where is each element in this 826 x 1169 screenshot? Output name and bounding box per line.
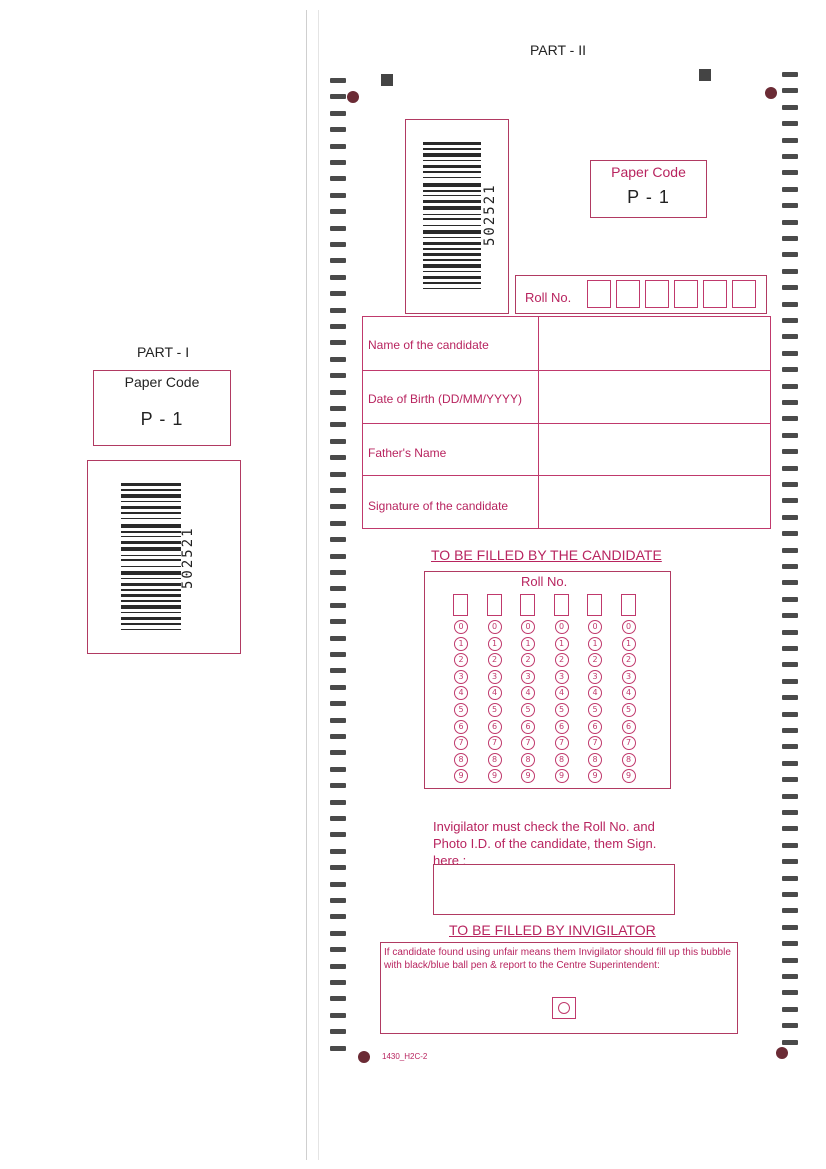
omr-digit-entry-box[interactable] [621, 594, 636, 616]
part2-barcode [423, 142, 481, 294]
timing-mark [330, 668, 346, 673]
timing-mark [782, 269, 798, 274]
omr-bubble[interactable]: 9 [488, 769, 502, 783]
barcode-bar [121, 518, 181, 519]
part2-paper-code-label: Paper Code [611, 164, 686, 180]
part2-paper-code-box [590, 160, 707, 218]
timing-mark [782, 466, 798, 471]
omr-bubble[interactable]: 1 [488, 637, 502, 651]
candidate-heading: TO BE FILLED BY THE CANDIDATE [431, 547, 662, 563]
timing-mark [330, 865, 346, 870]
part1-paper-code-label: Paper Code [124, 374, 200, 390]
barcode-bar [423, 282, 481, 284]
timing-mark [330, 340, 346, 345]
timing-mark [782, 416, 798, 421]
timing-mark [330, 111, 346, 116]
barcode-bar [121, 566, 181, 567]
timing-mark [782, 1023, 798, 1028]
timing-mark [782, 482, 798, 487]
barcode-bar [423, 190, 481, 192]
timing-mark [782, 351, 798, 356]
father-name-field[interactable] [538, 423, 771, 475]
omr-bubble[interactable]: 0 [555, 620, 569, 634]
timing-mark [330, 1013, 346, 1018]
omr-roll-label: Roll No. [521, 574, 568, 589]
barcode-bar [121, 512, 181, 514]
part2-title: PART - II [530, 42, 587, 58]
omr-bubble[interactable]: 4 [588, 686, 602, 700]
timing-mark [330, 144, 346, 149]
timing-mark [330, 324, 346, 329]
timing-mark [782, 105, 798, 110]
timing-mark [330, 521, 346, 526]
timing-mark [782, 138, 798, 143]
timing-mark [330, 570, 346, 575]
timing-mark [330, 586, 346, 591]
barcode-bar [121, 594, 181, 597]
timing-mark [330, 964, 346, 969]
timing-mark [330, 898, 346, 903]
omr-bubble[interactable]: 7 [488, 736, 502, 750]
omr-bubble[interactable]: 2 [555, 653, 569, 667]
omr-bubble[interactable]: 5 [622, 703, 636, 717]
timing-mark [782, 187, 798, 192]
timing-mark [330, 94, 346, 99]
unfair-means-bubble[interactable] [558, 1002, 570, 1014]
timing-mark [782, 728, 798, 733]
timing-mark [330, 1029, 346, 1034]
timing-mark [330, 554, 346, 559]
timing-mark [330, 537, 346, 542]
barcode-bar [121, 623, 181, 625]
timing-mark [330, 914, 346, 919]
timing-mark [782, 941, 798, 946]
timing-mark [330, 931, 346, 936]
omr-bubble[interactable]: 8 [488, 753, 502, 767]
barcode-bar [121, 489, 181, 491]
signature-label: Signature of the candidate [368, 499, 509, 513]
timing-mark [330, 652, 346, 657]
info-row-name [363, 317, 770, 371]
timing-mark [330, 734, 346, 739]
roll-no-label: Roll No. [525, 290, 572, 305]
omr-bubble[interactable]: 2 [488, 653, 502, 667]
timing-mark [782, 433, 798, 438]
omr-bubble[interactable]: 7 [454, 736, 468, 750]
barcode-bar [423, 153, 481, 157]
part1-barcode-box [87, 460, 241, 654]
timing-mark [330, 718, 346, 723]
unfair-means-note: If candidate found using unfair means them Invigilator should fill up this bubble with black/blue ball pen & report to the Centre Superintendent: [384, 947, 731, 971]
barcode-bar [423, 177, 481, 178]
timing-mark [330, 422, 346, 427]
candidate-info-table [362, 316, 771, 529]
invigilator-heading: TO BE FILLED BY INVIGILATOR [449, 922, 656, 938]
timing-mark [782, 777, 798, 782]
dob-label: Date of Birth (DD/MM/YYYY) [368, 392, 523, 406]
omr-bubble[interactable]: 2 [454, 653, 468, 667]
timing-mark [330, 783, 346, 788]
timing-mark [330, 603, 346, 608]
fold-line [306, 10, 307, 1160]
timing-mark [782, 548, 798, 553]
omr-bubble[interactable]: 8 [622, 753, 636, 767]
part1-paper-code-box [93, 370, 231, 446]
timing-mark [330, 488, 346, 493]
barcode-bar [121, 555, 181, 556]
omr-bubble[interactable]: 4 [454, 686, 468, 700]
timing-mark [782, 712, 798, 717]
barcode-bar [423, 195, 481, 196]
barcode-bar [423, 206, 481, 210]
omr-bubble[interactable]: 1 [454, 637, 468, 651]
timing-mark [782, 384, 798, 389]
timing-mark [330, 193, 346, 198]
timing-mark [782, 597, 798, 602]
timing-mark [330, 701, 346, 706]
timing-mark [782, 318, 798, 323]
timing-mark [330, 226, 346, 231]
roll-no-digit-box[interactable] [674, 280, 698, 308]
omr-bubble[interactable]: 3 [521, 670, 535, 684]
timing-mark [782, 498, 798, 503]
info-row-father [363, 423, 770, 476]
timing-mark [330, 209, 346, 214]
barcode-bar [423, 259, 481, 261]
timing-mark [782, 367, 798, 372]
timing-mark [782, 646, 798, 651]
timing-mark [330, 504, 346, 509]
barcode-bar [121, 605, 181, 609]
omr-bubble[interactable]: 3 [454, 670, 468, 684]
omr-bubble[interactable]: 0 [488, 620, 502, 634]
barcode-bar [121, 547, 181, 551]
barcode-bar [423, 253, 481, 256]
barcode-bar [121, 483, 181, 486]
omr-bubble[interactable]: 9 [622, 769, 636, 783]
omr-bubble[interactable]: 3 [488, 670, 502, 684]
barcode-bar [423, 165, 481, 168]
barcode-bar [423, 148, 481, 150]
timing-mark [782, 843, 798, 848]
omr-bubble[interactable]: 4 [488, 686, 502, 700]
omr-bubble[interactable]: 2 [622, 653, 636, 667]
barcode-bar [423, 288, 481, 289]
timing-mark [330, 373, 346, 378]
timing-mark [782, 876, 798, 881]
roll-no-box [515, 275, 767, 314]
registration-dot-top-left [347, 91, 359, 103]
omr-bubble[interactable]: 4 [555, 686, 569, 700]
timing-mark [330, 767, 346, 772]
timing-mark [330, 242, 346, 247]
barcode-bar [121, 501, 181, 502]
registration-square-left [381, 74, 393, 86]
omr-bubble[interactable]: 0 [622, 620, 636, 634]
omr-bubble[interactable]: 9 [454, 769, 468, 783]
timing-mark [782, 580, 798, 585]
info-row-signature [363, 475, 770, 528]
name-field[interactable] [538, 317, 771, 370]
timing-mark [782, 761, 798, 766]
part1-title: PART - I [137, 344, 190, 360]
part1-barcode [121, 483, 181, 633]
barcode-bar [423, 237, 481, 238]
omr-bubble[interactable]: 0 [521, 620, 535, 634]
registration-square-right [699, 69, 711, 81]
omr-bubble[interactable]: 0 [454, 620, 468, 634]
timing-mark [782, 810, 798, 815]
timing-mark [782, 925, 798, 930]
roll-no-digit-box[interactable] [587, 280, 611, 308]
barcode-bar [121, 578, 181, 579]
timing-mark [782, 958, 798, 963]
omr-bubble[interactable]: 1 [588, 637, 602, 651]
timing-mark [782, 695, 798, 700]
timing-mark [330, 619, 346, 624]
registration-dot-top-right [765, 87, 777, 99]
omr-bubble[interactable]: 9 [555, 769, 569, 783]
omr-bubble[interactable]: 1 [555, 637, 569, 651]
omr-bubble[interactable]: 2 [588, 653, 602, 667]
barcode-bar [121, 612, 181, 613]
omr-bubble[interactable]: 7 [622, 736, 636, 750]
omr-bubble[interactable]: 8 [454, 753, 468, 767]
timing-mark [782, 88, 798, 93]
timing-mark [330, 882, 346, 887]
timing-mark [330, 750, 346, 755]
timing-mark [782, 1040, 798, 1045]
timing-mark [782, 630, 798, 635]
barcode-bar [121, 559, 181, 561]
registration-dot-bottom-right [776, 1047, 788, 1059]
barcode-bar [423, 142, 481, 145]
omr-bubble[interactable]: 5 [555, 703, 569, 717]
omr-bubble[interactable]: 6 [488, 720, 502, 734]
timing-mark [782, 236, 798, 241]
omr-bubble[interactable]: 4 [521, 686, 535, 700]
omr-bubble[interactable]: 3 [555, 670, 569, 684]
omr-bubble[interactable]: 6 [555, 720, 569, 734]
omr-roll-grid [424, 571, 671, 789]
barcode-bar [423, 230, 481, 234]
omr-bubble[interactable]: 4 [622, 686, 636, 700]
omr-bubble[interactable]: 3 [588, 670, 602, 684]
barcode-bar [121, 506, 181, 509]
barcode-bar [121, 541, 181, 544]
info-row-dob [363, 370, 770, 424]
timing-mark [330, 980, 346, 985]
omr-bubble[interactable]: 1 [521, 637, 535, 651]
barcode-bar [423, 271, 481, 272]
omr-bubble[interactable]: 5 [521, 703, 535, 717]
invigilator-note: Invigilator must check the Roll No. and Photo I.D. of the candidate, them Sign. here : [433, 819, 657, 868]
timing-mark [330, 127, 346, 132]
timing-mark [782, 72, 798, 77]
barcode-bar [423, 183, 481, 187]
barcode-bar [121, 571, 181, 575]
barcode-bar [423, 171, 481, 173]
timing-mark [330, 685, 346, 690]
omr-bubble[interactable]: 5 [588, 703, 602, 717]
timing-mark [330, 816, 346, 821]
omr-bubble[interactable]: 1 [622, 637, 636, 651]
form-code: 1430_H2C-2 [382, 1052, 428, 1061]
barcode-bar [121, 494, 181, 498]
roll-no-digit-box[interactable] [703, 280, 727, 308]
omr-digit-entry-box[interactable] [453, 594, 468, 616]
omr-bubble[interactable]: 5 [488, 703, 502, 717]
timing-mark [782, 203, 798, 208]
omr-bubble[interactable]: 8 [588, 753, 602, 767]
barcode-bar [121, 524, 181, 528]
timing-mark [330, 636, 346, 641]
timing-mark [782, 564, 798, 569]
dob-field[interactable] [538, 370, 771, 423]
timing-mark [782, 449, 798, 454]
registration-dot-bottom-left [358, 1051, 370, 1063]
barcode-bar [121, 600, 181, 602]
barcode-bar [423, 225, 481, 226]
barcode-bar [423, 214, 481, 215]
barcode-bar [121, 583, 181, 586]
timing-mark [782, 662, 798, 667]
unfair-means-bubble-box [552, 997, 576, 1019]
timing-mark [782, 859, 798, 864]
timing-mark [782, 1007, 798, 1012]
omr-bubble[interactable]: 6 [521, 720, 535, 734]
part2-barcode-number: 502521 [482, 183, 498, 246]
timing-mark [782, 220, 798, 225]
timing-mark [330, 472, 346, 477]
omr-bubble[interactable]: 6 [588, 720, 602, 734]
timing-mark [330, 996, 346, 1001]
omr-bubble[interactable]: 3 [622, 670, 636, 684]
barcode-bar [423, 276, 481, 279]
part1-barcode-number: 502521 [180, 526, 196, 589]
barcode-bar [121, 589, 181, 591]
omr-digit-entry-box[interactable] [487, 594, 502, 616]
timing-mark [782, 990, 798, 995]
barcode-bar [121, 629, 181, 630]
timing-mark [330, 160, 346, 165]
timing-mark [782, 892, 798, 897]
timing-mark [330, 308, 346, 313]
omr-bubble[interactable]: 6 [454, 720, 468, 734]
timing-mark [330, 275, 346, 280]
timing-mark [782, 285, 798, 290]
timing-mark [782, 121, 798, 126]
timing-mark [330, 258, 346, 263]
timing-mark [782, 826, 798, 831]
omr-bubble[interactable]: 8 [521, 753, 535, 767]
timing-mark [330, 78, 346, 83]
barcode-bar [423, 218, 481, 220]
name-label: Name of the candidate [368, 338, 489, 352]
omr-bubble[interactable]: 5 [454, 703, 468, 717]
omr-digit-entry-box[interactable] [587, 594, 602, 616]
barcode-bar [423, 248, 481, 250]
signature-field[interactable] [538, 475, 771, 528]
father-name-label: Father's Name [368, 446, 447, 460]
timing-mark [782, 908, 798, 913]
omr-bubble[interactable]: 9 [588, 769, 602, 783]
roll-no-digit-box[interactable] [645, 280, 669, 308]
omr-bubble[interactable]: 2 [521, 653, 535, 667]
part1-paper-code-value: P - 1 [140, 409, 184, 429]
barcode-bar [423, 160, 481, 161]
timing-mark [782, 154, 798, 159]
timing-mark [782, 974, 798, 979]
timing-mark [782, 252, 798, 257]
omr-bubble[interactable]: 6 [622, 720, 636, 734]
timing-mark [330, 291, 346, 296]
invigilator-signature-box[interactable] [433, 864, 675, 915]
timing-mark [782, 400, 798, 405]
timing-mark [330, 455, 346, 460]
timing-mark [330, 357, 346, 362]
timing-mark [330, 176, 346, 181]
omr-bubble[interactable]: 0 [588, 620, 602, 634]
barcode-bar [423, 264, 481, 268]
part2-paper-code-value: P - 1 [627, 187, 670, 207]
timing-mark [782, 302, 798, 307]
roll-no-digit-box[interactable] [616, 280, 640, 308]
barcode-bar [121, 531, 181, 533]
roll-no-digit-box[interactable] [732, 280, 756, 308]
timing-mark [330, 1046, 346, 1051]
timing-mark [330, 947, 346, 952]
omr-bubble[interactable]: 9 [521, 769, 535, 783]
timing-mark [330, 832, 346, 837]
part2-barcode-box [405, 119, 509, 314]
omr-bubble[interactable]: 7 [521, 736, 535, 750]
barcode-bar [121, 536, 181, 537]
timing-mark [782, 531, 798, 536]
timing-mark [330, 849, 346, 854]
timing-mark [782, 679, 798, 684]
omr-bubble[interactable]: 7 [555, 736, 569, 750]
omr-digit-entry-box[interactable] [520, 594, 535, 616]
timing-mark [330, 439, 346, 444]
omr-bubble[interactable]: 8 [555, 753, 569, 767]
fold-line-secondary [318, 10, 319, 1160]
timing-mark [782, 334, 798, 339]
omr-bubble[interactable]: 7 [588, 736, 602, 750]
timing-mark [330, 406, 346, 411]
barcode-bar [121, 617, 181, 620]
barcode-bar [423, 200, 481, 203]
timing-mark [782, 744, 798, 749]
timing-mark [782, 613, 798, 618]
omr-digit-entry-box[interactable] [554, 594, 569, 616]
timing-mark [782, 515, 798, 520]
timing-mark [782, 794, 798, 799]
barcode-bar [423, 242, 481, 245]
unfair-means-box [380, 942, 738, 1034]
timing-mark [782, 170, 798, 175]
timing-mark [330, 390, 346, 395]
timing-mark [330, 800, 346, 805]
